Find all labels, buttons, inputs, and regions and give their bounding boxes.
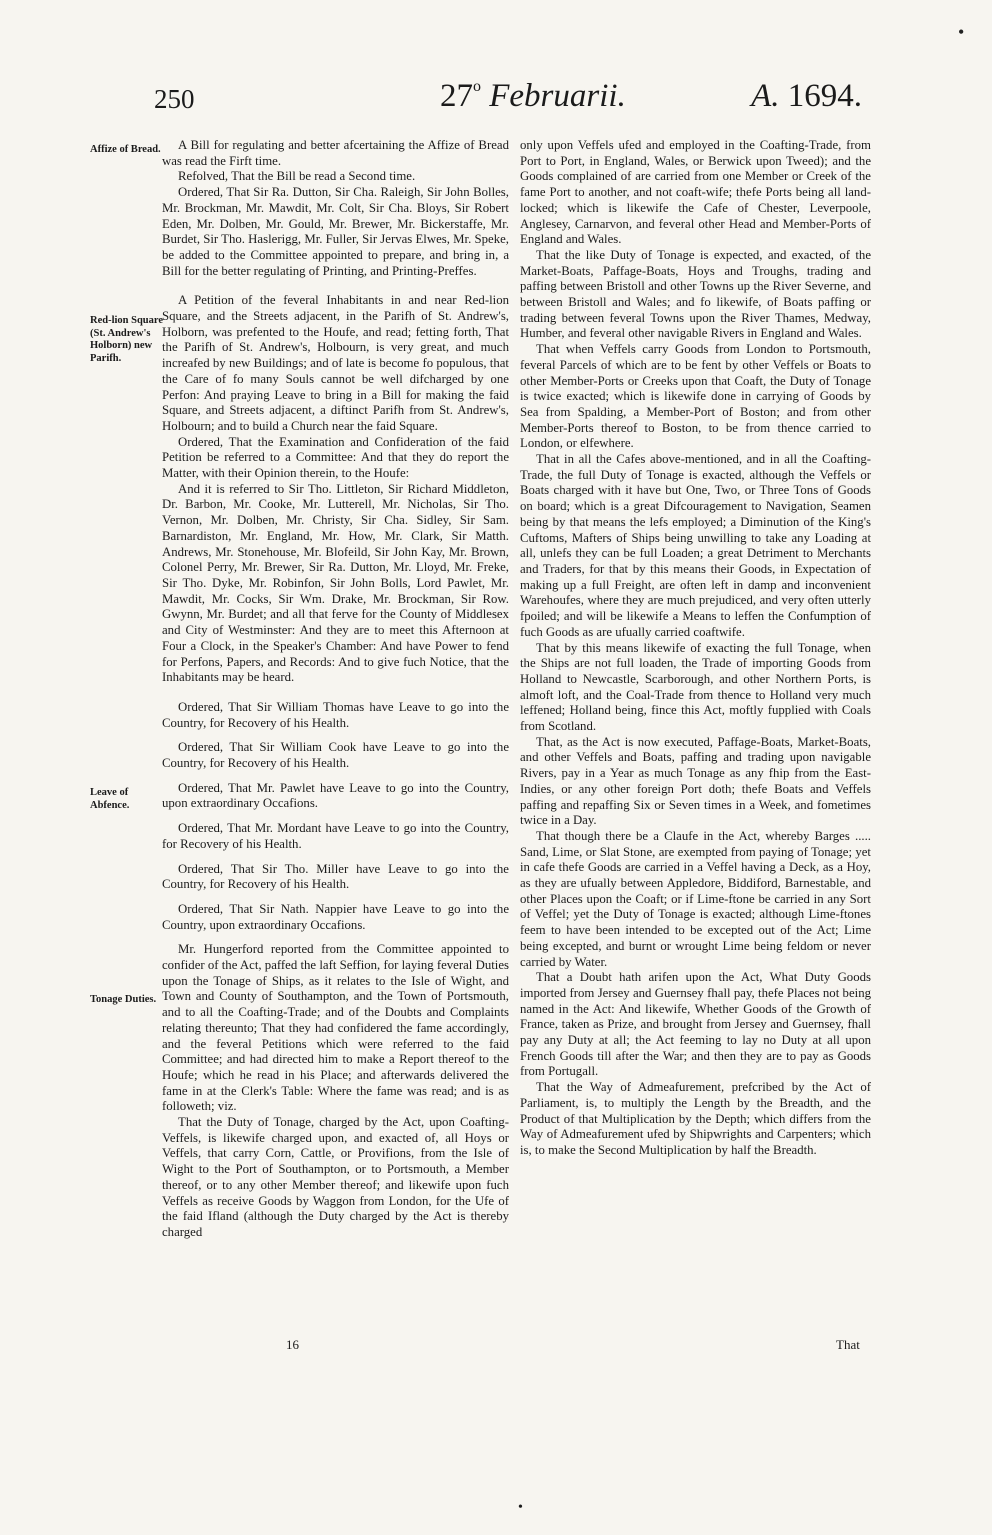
paragraph: That when Veffels carry Goods from London to Portsmouth, feveral Parcels of which are to be fent by other Veffels or Boats to other Member-Ports or Creeks upon that Coaft, the Duty of Tonage is twice exacted; which is likewife done in carrying of Goods by Sea from Spalding, a Member-Port of Boston; and from other Member-Ports thereof to Boston, to be from thence carried to London, or elfewhere. <box>520 342 871 451</box>
corner-mark: • <box>958 22 965 42</box>
paragraph: That though there be a Claufe in the Act, whereby Barges ..... Sand, Lime, or Slat Stone, are exempted from paying of Tonage; yet in cafe thefe Goods are carried in a Veffel having a Deck, as a Hoy, as they are ufually between Appledore, Biddiford, Barnestable, and other Places upon the Coaft; or if Lime-ftone be carried in any Sort of Veffel; yet the Duty of Tonage is exacted; although Lime-ftones feem to have been intended to be excepted out of the Act; Lime being excepted, and burnt or wrought Lime being feldom or never carried by Water. <box>520 828 871 969</box>
paragraph: Ordered, That Sir William Cook have Leave to go into the Country, for Recovery of his Health. <box>162 740 509 771</box>
paragraph: A Petition of the feveral Inhabitants in and near Red-lion Square, and the Streets adjacent, in the Parifh of St. Andrew's, Holborn, was prefented to the Houfe, and read; fetting forth, That the Parifh of St. Andrew's, Holbourn, is very great, and much increafed by new Buildings; and of late is become fo populous, that the Care of fo many Souls cannot be well difcharged by one Perfon: And praying Leave to bring in a Bill for making the faid Square, and Streets adjacent, a diftinct Parifh from St. Andrew's, Holbourn; and to build a Church near the faid Square. <box>162 293 509 433</box>
left-column <box>162 138 509 1241</box>
paragraph: Refolved, That the Bill be read a Second time. <box>178 169 416 184</box>
margin-note-leave-of-absence: Leave of Abfence. <box>90 787 130 811</box>
margin-note-assize-of-bread: Affize of Bread. <box>90 144 161 155</box>
paragraph: Ordered, That Sir Nath. Nappier have Leave to go into the Country, upon extraordinary Occafions. <box>162 901 509 932</box>
paragraph: That a Doubt hath arifen upon the Act, What Duty Goods imported from Jersey and Guernsey fhall pay, thefe Places not being named in the Act: And likewife, Whether Goods of the Growth of France, taken as Prize, and brought from Jersey and Guernsey, fhall pay any Duty at all; the Act feeming to lay no Duty at all upon French Goods till after the War; and then they are to pay as Goods from Portugall. <box>520 970 871 1079</box>
paragraph: Ordered, That Sir William Thomas have Leave to go into the Country, for Recovery of his Health. <box>162 699 509 730</box>
paragraph: That, as the Act is now executed, Paffage-Boats, Market-Boats, and other Veffels and Boats, paffing and trading upon navigable Rivers, pay in a Year as much Tonage as any fhip from the East-Indies, or any other foreign Port doth; thefe Boats and Veffels paffing and repaffing Six or Seven times in a Week, and fometimes twice in a Day. <box>520 734 871 828</box>
paragraph: A Bill for regulating and better afcertaining the Affize of Bread was read the Firft time. <box>162 138 509 168</box>
date-number: 27 <box>440 78 473 114</box>
date-superscript: o <box>473 78 481 95</box>
page-number: 250 <box>154 84 195 114</box>
paragraph: That by this means likewife of exacting the full Tonage, when the Ships are not full loaden, the Trade of importing Goods from Holland to Newcastle, Scarborough, and other Northern Ports, is almoft loft, and the Coal-Trade from thence to Holland very much leffened; Holland being, fince this Act, moftly fupplied with Coals from Scotland. <box>520 640 871 734</box>
header-date <box>440 78 626 115</box>
signature-mark: 16 <box>286 1337 299 1352</box>
footer-mark: • <box>518 1500 523 1515</box>
paragraph: That the like Duty of Tonage is expected, and exacted, of the Market-Boats, Paffage-Boats, Hoys and Troughs, trading and paffing between Bristoll and other Towns up the River Severne, and between Bristoll and Wales; and fo likewife, of Boats paffing or trading between feveral Towns upon the River Thames, Medway, Humber, and feveral other navigable Rivers in England and Wales. <box>520 247 871 341</box>
paragraph: That the Duty of Tonage, charged by the Act, upon Coafting-Veffels, is likewife charged upon, and exacted of, all Hoys or Veffels, that carry Corn, Cattle, or Provifions, from the Isle of Wight to the Port of Southampton, or to Portsmouth, a Member thereof, or to any other Member thereof; and likewife upon fuch Veffels as receive Goods by Waggon from London, for the Ufe of the faid Ifland (although the Duty charged by the Act is thereby charged <box>162 1115 509 1239</box>
header-year <box>751 78 862 115</box>
year-letter: A. <box>751 78 780 114</box>
catchword: That <box>836 1337 860 1352</box>
date-month: Februarii. <box>489 78 626 114</box>
margin-note-tonage-duties: Tonage Duties. <box>90 994 157 1005</box>
paragraph: Mr. Hungerford reported from the Committee appointed to confider of the Act, paffed the laft Seffion, for laying feveral Duties upon the Tonage of Ships, as it relates to the Isle of Wight, and Town and County of Southampton, and the Town of Portsmouth, and to all the Coafting-Trade; and of the Doubts and Complaints relating thereunto; That they had confidered the fame accordingly, and the feveral Petitions which were referred to the faid Committee; and had directed him to make a Report thereof to the Houfe; which he read in his Place; and afterwards delivered the fame in at the Clerk's Table: Where the fame was read; and is as followeth; viz. <box>162 942 509 1114</box>
year-number: 1694. <box>787 78 862 114</box>
paragraph: That the Way of Admeafurement, prefcribed by the Act of Parliament, is, to multiply the Length by the Breadth, and the Product of that Multiplication by the Depth; which differs from the Way of Admeafurement ufed by Shipwrights and Carpenters; which is, to make the Second Multiplication by half the Breadth. <box>520 1080 871 1157</box>
page-header <box>150 78 870 126</box>
paragraph: only upon Veffels ufed and employed in the Coafting-Trade, from Port to Port, in England, Wales, or Berwick upon Tweed); and the Goods complained of are carried from one Member or Creek of the fame Port to another, and not coaft-wife; thefe Ports being all land-locked; which is likewife the Cafe of Chester, Leverpoole, Anglesey, Carnarvon, and feveral other Head and Member-Ports of England and Wales. <box>520 138 871 247</box>
right-column <box>520 138 871 1159</box>
paragraph: That in all the Cafes above-mentioned, and in all the Coafting-Trade, the full Duty of Tonage is exacted, although the Veffels or Boats charged with it have but One, Two, or Three Tons of Goods on board; which is a great Difcouragement to Navigation, Seamen being by that means the lefs employed; a Diminution of the King's Cuftoms, Mafters of Ships being unwilling to take any Loading at all, unlefs they can be full Loaden; a great Detriment to Merchants and Traders, for that by this means their Goods, in Expectation of making up a full Freight, are often left in damp and inconvenient Warehoufes, where they are much prejudiced, and very often utterly fpoiled; and will be likewife a Means to leffen the Confumption of fuch Goods as are ufually carried coaftwife. <box>520 452 871 639</box>
paragraph: Ordered, That Sir Tho. Miller have Leave to go into the Country, for Recovery of his Health. <box>162 861 509 892</box>
paragraph: Ordered, That Mr. Mordant have Leave to go into the Country, for Recovery of his Health. <box>162 821 509 851</box>
paragraph: Ordered, That the Examination and Confideration of the faid Petition be referred to a Committee: And that they do report the Matter, with their Opinion therein, to the Houfe: <box>162 434 509 481</box>
paragraph: Ordered, That Sir Ra. Dutton, Sir Cha. Raleigh, Sir John Bolles, Mr. Brockman, Mr. Mawdit, Mr. Colt, Sir Cha. Bloys, Sir Robert Eden, Mr. Dolben, Mr. Gould, Mr. Brewer, Mr. Bickerstaffe, Mr. Burdet, Sir Tho. Haslerigg, Mr. Fuller, Sir Jervas Elwes, Mr. Speke, be added to the Committee appointed to prepare, and bring in, a Bill for the better regulating of Printing, and Printing-Preffes. <box>162 185 509 278</box>
paragraph: And it is referred to Sir Tho. Littleton, Sir Richard Middleton, Dr. Barbon, Mr. Cooke, Mr. Lutterell, Mr. Nicholas, Sir Tho. Vernon, Mr. Dolben, Mr. Christy, Sir Cha. Sidley, Sir Sam. Barnardiston, Mr. England, Mr. How, Mr. Clark, Sir Matth. Andrews, Mr. Stonehouse, Mr. Blofeild, Sir John Kay, Mr. Brown, Colonel Perry, Mr. Brewer, Sir Ra. Dutton, Mr. Lloyd, Mr. Freke, Sir Tho. Dyke, Mr. Robinfon, Sir John Bolls, Lord Pawlet, Mr. Mawdit, Mr. Cocks, Sir Wm. Drake, Mr. Brockman, Sir Row. Gwynn, Mr. Burdet; and all that ferve for the County of Middlesex and City of Westminster: And they are to meet this Afternoon at Four a Clock, in the Speaker's Chamber: And have Power to fend for Perfons, Papers, and Records: And to give fuch Notice, that the Inhabitants may be heard. <box>162 481 509 685</box>
paragraph: Ordered, That Mr. Pawlet have Leave to go into the Country, upon extraordinary Occafions. <box>162 780 509 811</box>
margin-note-red-lion-square: Red-lion Square (St. Andrew's Holborn) new Parifh. <box>90 315 164 364</box>
